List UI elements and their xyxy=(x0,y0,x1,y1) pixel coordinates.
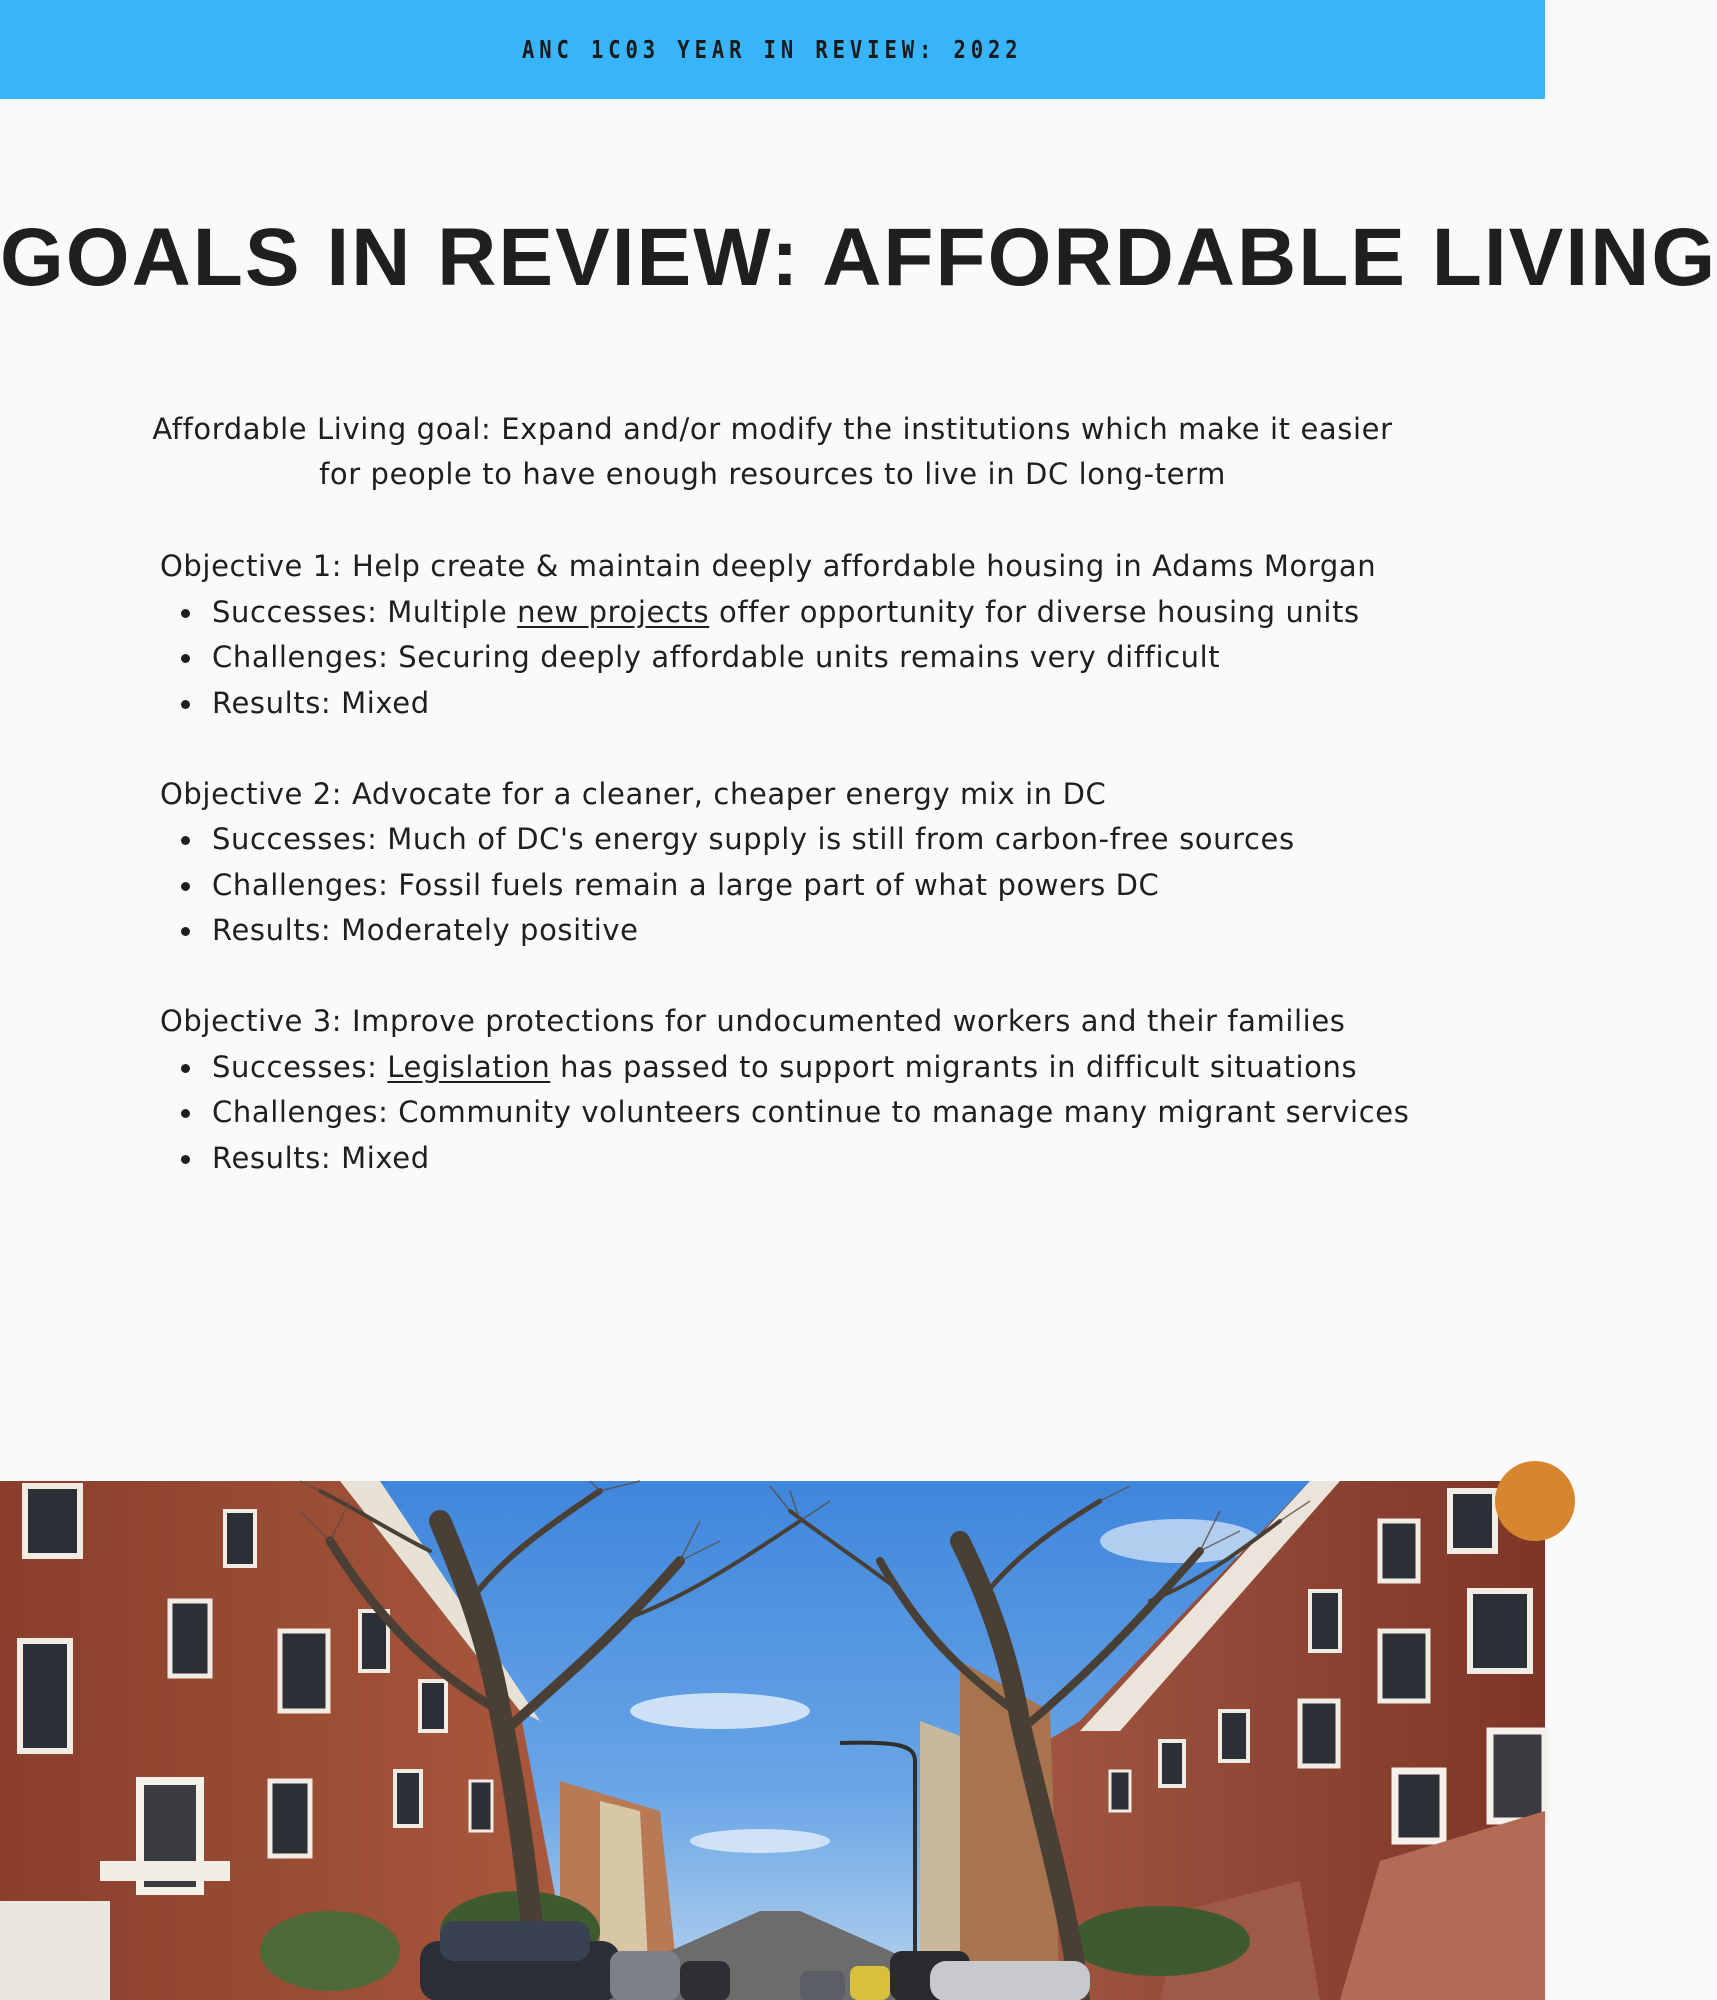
objective-2-title: Objective 2: Advocate for a cleaner, cheaper energy mix in DC xyxy=(160,776,1107,811)
new-projects-link[interactable]: new projects xyxy=(517,594,710,629)
goal-statement xyxy=(120,407,1425,497)
page-title: GOALS IN REVIEW: AFFORDABLE LIVING xyxy=(0,212,1717,303)
objective-2-successes: Successes: Much of DC's energy supply is still from carbon-free sources xyxy=(160,817,1460,863)
objective-3-successes xyxy=(160,1045,1460,1091)
legislation-link[interactable]: Legislation xyxy=(387,1049,551,1084)
objective-2-list xyxy=(160,817,1460,954)
objective-1-title: Objective 1: Help create & maintain deeply affordable housing in Adams Morgan xyxy=(160,549,1377,583)
objective-3-challenges: Challenges: Community volunteers continue to manage many migrant services xyxy=(160,1090,1460,1136)
objective-1 xyxy=(160,544,1460,726)
objective-1-successes xyxy=(160,590,1460,636)
header-bar xyxy=(0,0,1545,99)
objective-2-challenges: Challenges: Fossil fuels remain a large part of what powers DC xyxy=(160,863,1460,909)
objective-1-list xyxy=(160,590,1460,727)
objective-1-results: Results: Mixed xyxy=(160,681,1460,727)
goal-line-2: for people to have enough resources to live in DC long-term xyxy=(319,457,1226,491)
objective-2-results: Results: Moderately positive xyxy=(160,908,1460,954)
objective-3-title: Objective 3: Improve protections for undocumented workers and their families xyxy=(160,1004,1346,1038)
header-title: ANC 1C03 YEAR IN REVIEW: 2022 xyxy=(522,35,1023,64)
objective-1-successes-suffix: offer opportunity for diverse housing units xyxy=(709,594,1360,629)
objective-3 xyxy=(160,999,1460,1181)
objective-2 xyxy=(160,772,1460,954)
goal-line-1: Affordable Living goal: Expand and/or modify the institutions which make it easier xyxy=(152,412,1393,446)
objective-3-list xyxy=(160,1045,1460,1182)
objectives-section xyxy=(160,544,1460,1227)
objective-1-challenges: Challenges: Securing deeply affordable units remains very difficult xyxy=(160,635,1460,681)
objective-3-successes-prefix: Successes: xyxy=(212,1049,388,1084)
street-photo xyxy=(0,1481,1545,2000)
objective-1-successes-prefix: Successes: Multiple xyxy=(212,594,518,629)
objective-3-successes-suffix: has passed to support migrants in difficult situations xyxy=(550,1049,1358,1084)
street-photo-illustration xyxy=(0,1481,1545,2000)
objective-3-results: Results: Mixed xyxy=(160,1136,1460,1182)
